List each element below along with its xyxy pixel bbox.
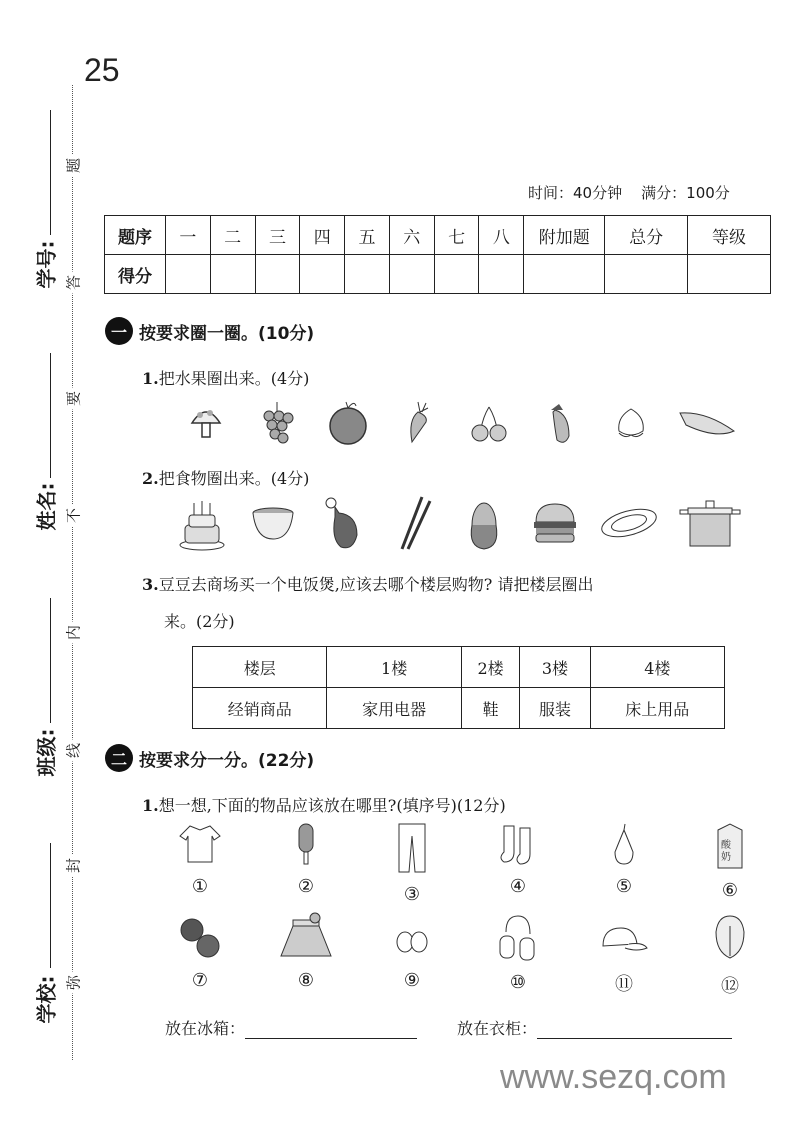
full-score: 满分：100分	[641, 184, 730, 202]
question-2-1	[142, 793, 506, 816]
seal-char: 线	[63, 740, 84, 762]
seal-char: 弥	[63, 972, 84, 994]
item-number: ①	[191, 876, 209, 897]
score-cell[interactable]	[688, 255, 771, 294]
seal-char: 封	[63, 855, 84, 877]
page-number: 25	[84, 52, 120, 88]
question-text: 把水果圈出来。(4分)	[158, 369, 310, 388]
item-number: ③	[403, 884, 421, 905]
col-header: 五	[345, 216, 390, 255]
col-header: 六	[389, 216, 434, 255]
score-table-header-row	[105, 216, 771, 255]
goods-cell: 家用电器	[327, 688, 461, 729]
item-number: ⑨	[403, 970, 421, 991]
item-number: ⑩	[509, 972, 527, 993]
score-cell[interactable]	[255, 255, 300, 294]
drumstick-icon[interactable]	[317, 500, 369, 546]
question-text-cont: 来。(2分)	[164, 612, 235, 631]
score-cell[interactable]	[345, 255, 390, 294]
goods-row	[193, 688, 725, 729]
carrot-icon[interactable]	[393, 400, 445, 446]
chopsticks-icon[interactable]	[388, 500, 440, 546]
grapes-icon[interactable]	[251, 400, 303, 446]
section-title: 按要求分一分。(22分)	[139, 750, 315, 771]
item-pear	[594, 822, 654, 905]
fridge-label: 放在冰箱：	[165, 1019, 246, 1038]
score-cell[interactable]	[479, 255, 524, 294]
question-text: 豆豆去商场买一个电饭煲,应该去哪个楼层购物? 请把楼层圈出	[158, 575, 594, 594]
item-number: ⑥	[721, 880, 739, 901]
item-number: ⑦	[191, 970, 209, 991]
item-eggs	[382, 912, 442, 998]
apple-icon[interactable]	[322, 400, 374, 446]
item-socks	[488, 822, 548, 905]
floor-row	[193, 647, 725, 688]
score-label: 得分	[105, 255, 166, 294]
cap-icon	[599, 912, 649, 960]
name-line[interactable]	[50, 353, 51, 478]
col-header: 四	[300, 216, 345, 255]
student-id-label: 学号:	[34, 240, 59, 289]
burger-icon[interactable]	[529, 500, 581, 546]
shirt-icon	[178, 822, 222, 866]
item-tomatoes	[170, 912, 230, 998]
pot-icon[interactable]	[678, 500, 742, 546]
floor-table	[192, 646, 725, 729]
header-label: 题序	[105, 216, 166, 255]
pear-icon	[609, 822, 639, 866]
col-header: 二	[210, 216, 255, 255]
cucumber-icon[interactable]	[676, 400, 740, 446]
closet-answer-blank[interactable]	[537, 1020, 732, 1039]
item-number: ⑤	[615, 876, 633, 897]
items-row-1	[170, 822, 760, 905]
exam-info	[528, 182, 730, 203]
item-number: ⑪	[615, 974, 633, 995]
goods-cell: 鞋	[461, 688, 520, 729]
eggplant-icon[interactable]	[534, 400, 586, 446]
watermark: www.sezq.com	[500, 1058, 727, 1096]
closet-label: 放在衣柜：	[457, 1019, 538, 1038]
svg-text:酸: 酸	[721, 840, 731, 851]
yogurt-icon	[712, 822, 748, 870]
col-header: 附加题	[524, 216, 605, 255]
cake-icon[interactable]	[176, 500, 228, 546]
question-number: 3.	[142, 575, 159, 594]
question-number: 2.	[142, 469, 159, 488]
seal-char: 要	[63, 388, 84, 410]
col-header: 一	[166, 216, 211, 255]
eggs-icon	[392, 912, 432, 960]
goods-cell: 床上用品	[590, 688, 724, 729]
score-cell[interactable]	[300, 255, 345, 294]
item-shirt	[170, 822, 230, 905]
item-pants	[382, 822, 442, 905]
class-label: 班级:	[34, 728, 59, 777]
name-label: 姓名:	[34, 482, 59, 531]
seal-char: 题	[63, 155, 84, 177]
school-label: 学校:	[34, 975, 59, 1024]
score-table-score-row	[105, 255, 771, 294]
seal-dotted-line	[72, 85, 73, 1060]
col-header: 总分	[605, 216, 688, 255]
col-header: 三	[255, 216, 300, 255]
section-badge: 一	[105, 317, 133, 345]
item-cap	[594, 912, 654, 998]
class-line[interactable]	[50, 598, 51, 723]
question-number: 1.	[142, 796, 159, 815]
mushroom-icon[interactable]	[180, 400, 232, 446]
col-header: 八	[479, 216, 524, 255]
cherry-icon[interactable]	[463, 400, 515, 446]
score-cell[interactable]	[389, 255, 434, 294]
floor-cell[interactable]: 2楼	[461, 647, 520, 688]
items-row-2	[170, 912, 760, 998]
score-cell[interactable]	[434, 255, 479, 294]
fridge-answer	[165, 1016, 417, 1039]
score-cell[interactable]	[210, 255, 255, 294]
score-cell[interactable]	[605, 255, 688, 294]
student-id-line[interactable]	[50, 110, 51, 235]
floor-cell[interactable]: 1楼	[327, 647, 461, 688]
fruit-icons-row	[180, 400, 740, 446]
seal-char: 不	[63, 505, 84, 527]
item-number: ④	[509, 876, 527, 897]
mittens-icon	[496, 912, 540, 962]
seal-char: 内	[63, 622, 84, 644]
school-line[interactable]	[50, 843, 51, 968]
pants-icon	[395, 822, 429, 874]
svg-text:奶: 奶	[721, 852, 731, 863]
question-1-1	[142, 366, 309, 389]
floor-cell[interactable]: 3楼	[520, 647, 590, 688]
score-cell[interactable]	[166, 255, 211, 294]
skirt-icon	[279, 912, 333, 960]
item-skirt	[276, 912, 336, 998]
item-mittens	[488, 912, 548, 998]
food-icons-row	[176, 500, 742, 546]
question-text: 把食物圈出来。(4分)	[158, 469, 310, 488]
floor-cell: 楼层	[193, 647, 327, 688]
tomatoes-icon	[178, 912, 222, 960]
score-table	[104, 215, 771, 294]
col-header: 等级	[688, 216, 771, 255]
popsicle-icon	[291, 822, 321, 866]
item-number: ②	[297, 876, 315, 897]
col-header: 七	[434, 216, 479, 255]
socks-icon	[496, 822, 540, 866]
bowl-icon[interactable]	[247, 500, 299, 546]
section-badge: 二	[105, 744, 133, 772]
section-title: 按要求圈一圈。(10分)	[139, 323, 315, 344]
peach-icon[interactable]	[605, 400, 657, 446]
score-cell[interactable]	[524, 255, 605, 294]
closet-answer	[457, 1016, 732, 1039]
goods-cell: 经销商品	[193, 688, 327, 729]
fridge-answer-blank[interactable]	[245, 1020, 417, 1039]
question-text: 想一想,下面的物品应该放在哪里?(填序号)(12分)	[158, 796, 506, 815]
seal-char: 答	[63, 272, 84, 294]
goods-cell: 服装	[520, 688, 590, 729]
plate-icon[interactable]	[599, 500, 659, 546]
item-yogurt	[700, 822, 760, 905]
floor-cell[interactable]: 4楼	[590, 647, 724, 688]
item-number: ⑫	[721, 976, 739, 997]
item-cabbage	[700, 912, 760, 998]
section-2-heading	[105, 744, 314, 772]
cabbage-icon	[710, 912, 750, 962]
question-1-2	[142, 466, 309, 489]
question-number: 1.	[142, 369, 159, 388]
item-number: ⑧	[297, 970, 315, 991]
corn-icon[interactable]	[458, 500, 510, 546]
item-popsicle	[276, 822, 336, 905]
question-1-3	[142, 572, 782, 632]
time-limit: 时间：40分钟	[528, 184, 623, 202]
section-1-heading	[105, 317, 314, 345]
